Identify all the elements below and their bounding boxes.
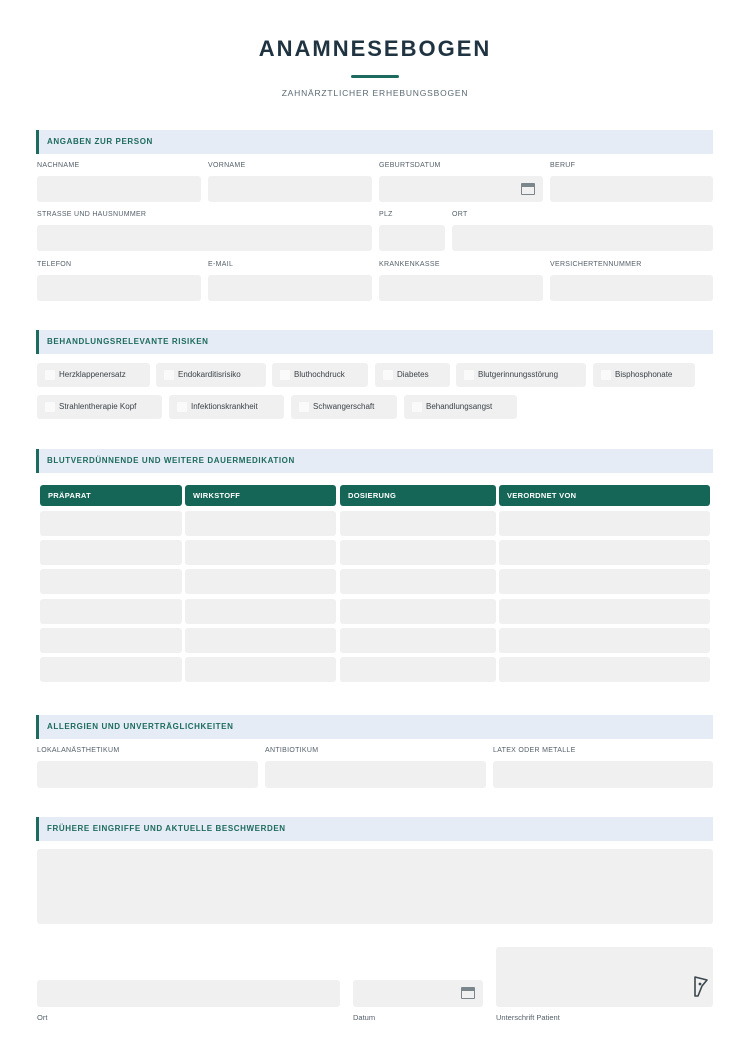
risk-checkbox[interactable] <box>291 395 397 419</box>
checkbox-box[interactable] <box>464 370 474 380</box>
risk-label: Endokarditisrisiko <box>178 370 241 379</box>
checkbox-box[interactable] <box>164 370 174 380</box>
column-header-praeparat: PRÄPARAT <box>40 485 182 506</box>
ort-signature-field[interactable] <box>37 980 340 1007</box>
label-plz: PLZ <box>379 211 393 218</box>
section-history-title: FRÜHERE EINGRIFFE UND AKTUELLE BESCHWERDEN <box>47 824 286 833</box>
table-cell-dosierung[interactable] <box>340 511 496 536</box>
checkbox-box[interactable] <box>601 370 611 380</box>
table-cell-praeparat[interactable] <box>40 569 182 594</box>
section-person <box>36 130 713 154</box>
label-beruf: BERUF <box>550 162 576 169</box>
section-allergies-title: ALLERGIEN UND UNVERTRÄGLICHKEITEN <box>47 722 234 731</box>
nachname-field[interactable] <box>37 176 201 202</box>
table-cell-verordnet[interactable] <box>499 540 710 565</box>
label-vorname: VORNAME <box>208 162 246 169</box>
table-cell-wirkstoff[interactable] <box>185 540 336 565</box>
strasse-field[interactable] <box>37 225 372 251</box>
checkbox-box[interactable] <box>45 370 55 380</box>
page-title: ANAMNESEBOGEN <box>258 36 492 61</box>
checkbox-box[interactable] <box>177 402 187 412</box>
label-krankenkasse: KRANKENKASSE <box>379 261 440 268</box>
plz-field[interactable] <box>379 225 445 251</box>
risk-label: Diabetes <box>397 370 429 379</box>
section-medication <box>36 449 713 473</box>
signature-pad[interactable] <box>496 947 713 1007</box>
risk-label: Behandlungsangst <box>426 402 493 411</box>
label-antibiotikum: ANTIBIOTIKUM <box>265 747 319 754</box>
checkbox-box[interactable] <box>280 370 290 380</box>
latex-field[interactable] <box>493 761 713 788</box>
section-person-title: ANGABEN ZUR PERSON <box>47 137 153 146</box>
risk-checkbox[interactable] <box>375 363 450 387</box>
email-field[interactable] <box>208 275 372 301</box>
label-telefon: TELEFON <box>37 261 72 268</box>
column-header-verordnet: VERORDNET VON <box>499 485 710 506</box>
checkbox-box[interactable] <box>299 402 309 412</box>
table-cell-verordnet[interactable] <box>499 511 710 536</box>
risk-label: Infektionskrankheit <box>191 402 258 411</box>
table-cell-dosierung[interactable] <box>340 540 496 565</box>
table-cell-praeparat[interactable] <box>40 599 182 624</box>
label-nachname: NACHNAME <box>37 162 80 169</box>
history-textarea[interactable] <box>37 849 713 924</box>
section-history <box>36 817 713 841</box>
risk-checkbox[interactable] <box>456 363 586 387</box>
risk-label: Bluthochdruck <box>294 370 345 379</box>
risk-label: Schwangerschaft <box>313 402 375 411</box>
geburtsdatum-field[interactable] <box>379 176 543 202</box>
risk-checkbox[interactable] <box>593 363 695 387</box>
table-cell-praeparat[interactable] <box>40 628 182 653</box>
title-divider <box>351 75 399 78</box>
table-cell-dosierung[interactable] <box>340 657 496 682</box>
checkbox-box[interactable] <box>45 402 55 412</box>
risk-label: Herzklappenersatz <box>59 370 126 379</box>
section-allergies <box>36 715 713 739</box>
table-cell-verordnet[interactable] <box>499 628 710 653</box>
risk-checkbox[interactable] <box>404 395 517 419</box>
label-ort-signature: Ort <box>37 1013 48 1022</box>
risk-checkbox[interactable] <box>272 363 368 387</box>
versichertennummer-field[interactable] <box>550 275 713 301</box>
column-header-wirkstoff: WIRKSTOFF <box>185 485 336 506</box>
table-cell-verordnet[interactable] <box>499 599 710 624</box>
table-cell-wirkstoff[interactable] <box>185 569 336 594</box>
table-cell-verordnet[interactable] <box>499 657 710 682</box>
risk-label: Strahlentherapie Kopf <box>59 402 137 411</box>
risk-checkbox[interactable] <box>37 363 150 387</box>
column-header-dosierung: DOSIERUNG <box>340 485 496 506</box>
page-subtitle: ZAHNÄRZTLICHER ERHEBUNGSBOGEN <box>281 88 469 98</box>
table-cell-dosierung[interactable] <box>340 599 496 624</box>
checkbox-box[interactable] <box>412 402 422 412</box>
label-geburtsdatum: GEBURTSDATUM <box>379 162 441 169</box>
table-cell-wirkstoff[interactable] <box>185 628 336 653</box>
label-email: E-MAIL <box>208 261 234 268</box>
table-cell-dosierung[interactable] <box>340 628 496 653</box>
label-ort: ORT <box>452 211 468 218</box>
risk-checkbox[interactable] <box>156 363 266 387</box>
risk-label: Blutgerinnungsstörung <box>478 370 559 379</box>
table-cell-praeparat[interactable] <box>40 540 182 565</box>
risk-label: Bisphosphonate <box>615 370 673 379</box>
section-risks <box>36 330 713 354</box>
label-latex: LATEX ODER METALLE <box>493 747 576 754</box>
table-cell-praeparat[interactable] <box>40 657 182 682</box>
lokalanaesthetikum-field[interactable] <box>37 761 258 788</box>
label-strasse: STRASSE UND HAUSNUMMER <box>37 211 147 218</box>
table-cell-wirkstoff[interactable] <box>185 599 336 624</box>
table-cell-wirkstoff[interactable] <box>185 511 336 536</box>
ort-field[interactable] <box>452 225 713 251</box>
label-versichertennummer: VERSICHERTENNUMMER <box>550 261 642 268</box>
label-lokalanaesthetikum: LOKALANÄSTHETIKUM <box>37 747 120 754</box>
pen-nib-icon <box>693 976 709 998</box>
vorname-field[interactable] <box>208 176 372 202</box>
section-risks-title: BEHANDLUNGSRELEVANTE RISIKEN <box>47 337 209 346</box>
table-cell-verordnet[interactable] <box>499 569 710 594</box>
calendar-icon[interactable] <box>461 987 475 999</box>
krankenkasse-field[interactable] <box>379 275 543 301</box>
label-datum: Datum <box>353 1013 376 1022</box>
antibiotikum-field[interactable] <box>265 761 486 788</box>
table-cell-wirkstoff[interactable] <box>185 657 336 682</box>
checkbox-box[interactable] <box>383 370 393 380</box>
beruf-field[interactable] <box>550 176 713 202</box>
risk-checkbox[interactable] <box>169 395 284 419</box>
risk-checkbox[interactable] <box>37 395 162 419</box>
calendar-icon[interactable] <box>521 183 535 195</box>
telefon-field[interactable] <box>37 275 201 301</box>
section-medication-title: BLUTVERDÜNNENDE UND WEITERE DAUERMEDIKATION <box>47 456 295 465</box>
table-cell-dosierung[interactable] <box>340 569 496 594</box>
label-unterschrift: Unterschrift Patient <box>496 1013 560 1022</box>
table-cell-praeparat[interactable] <box>40 511 182 536</box>
